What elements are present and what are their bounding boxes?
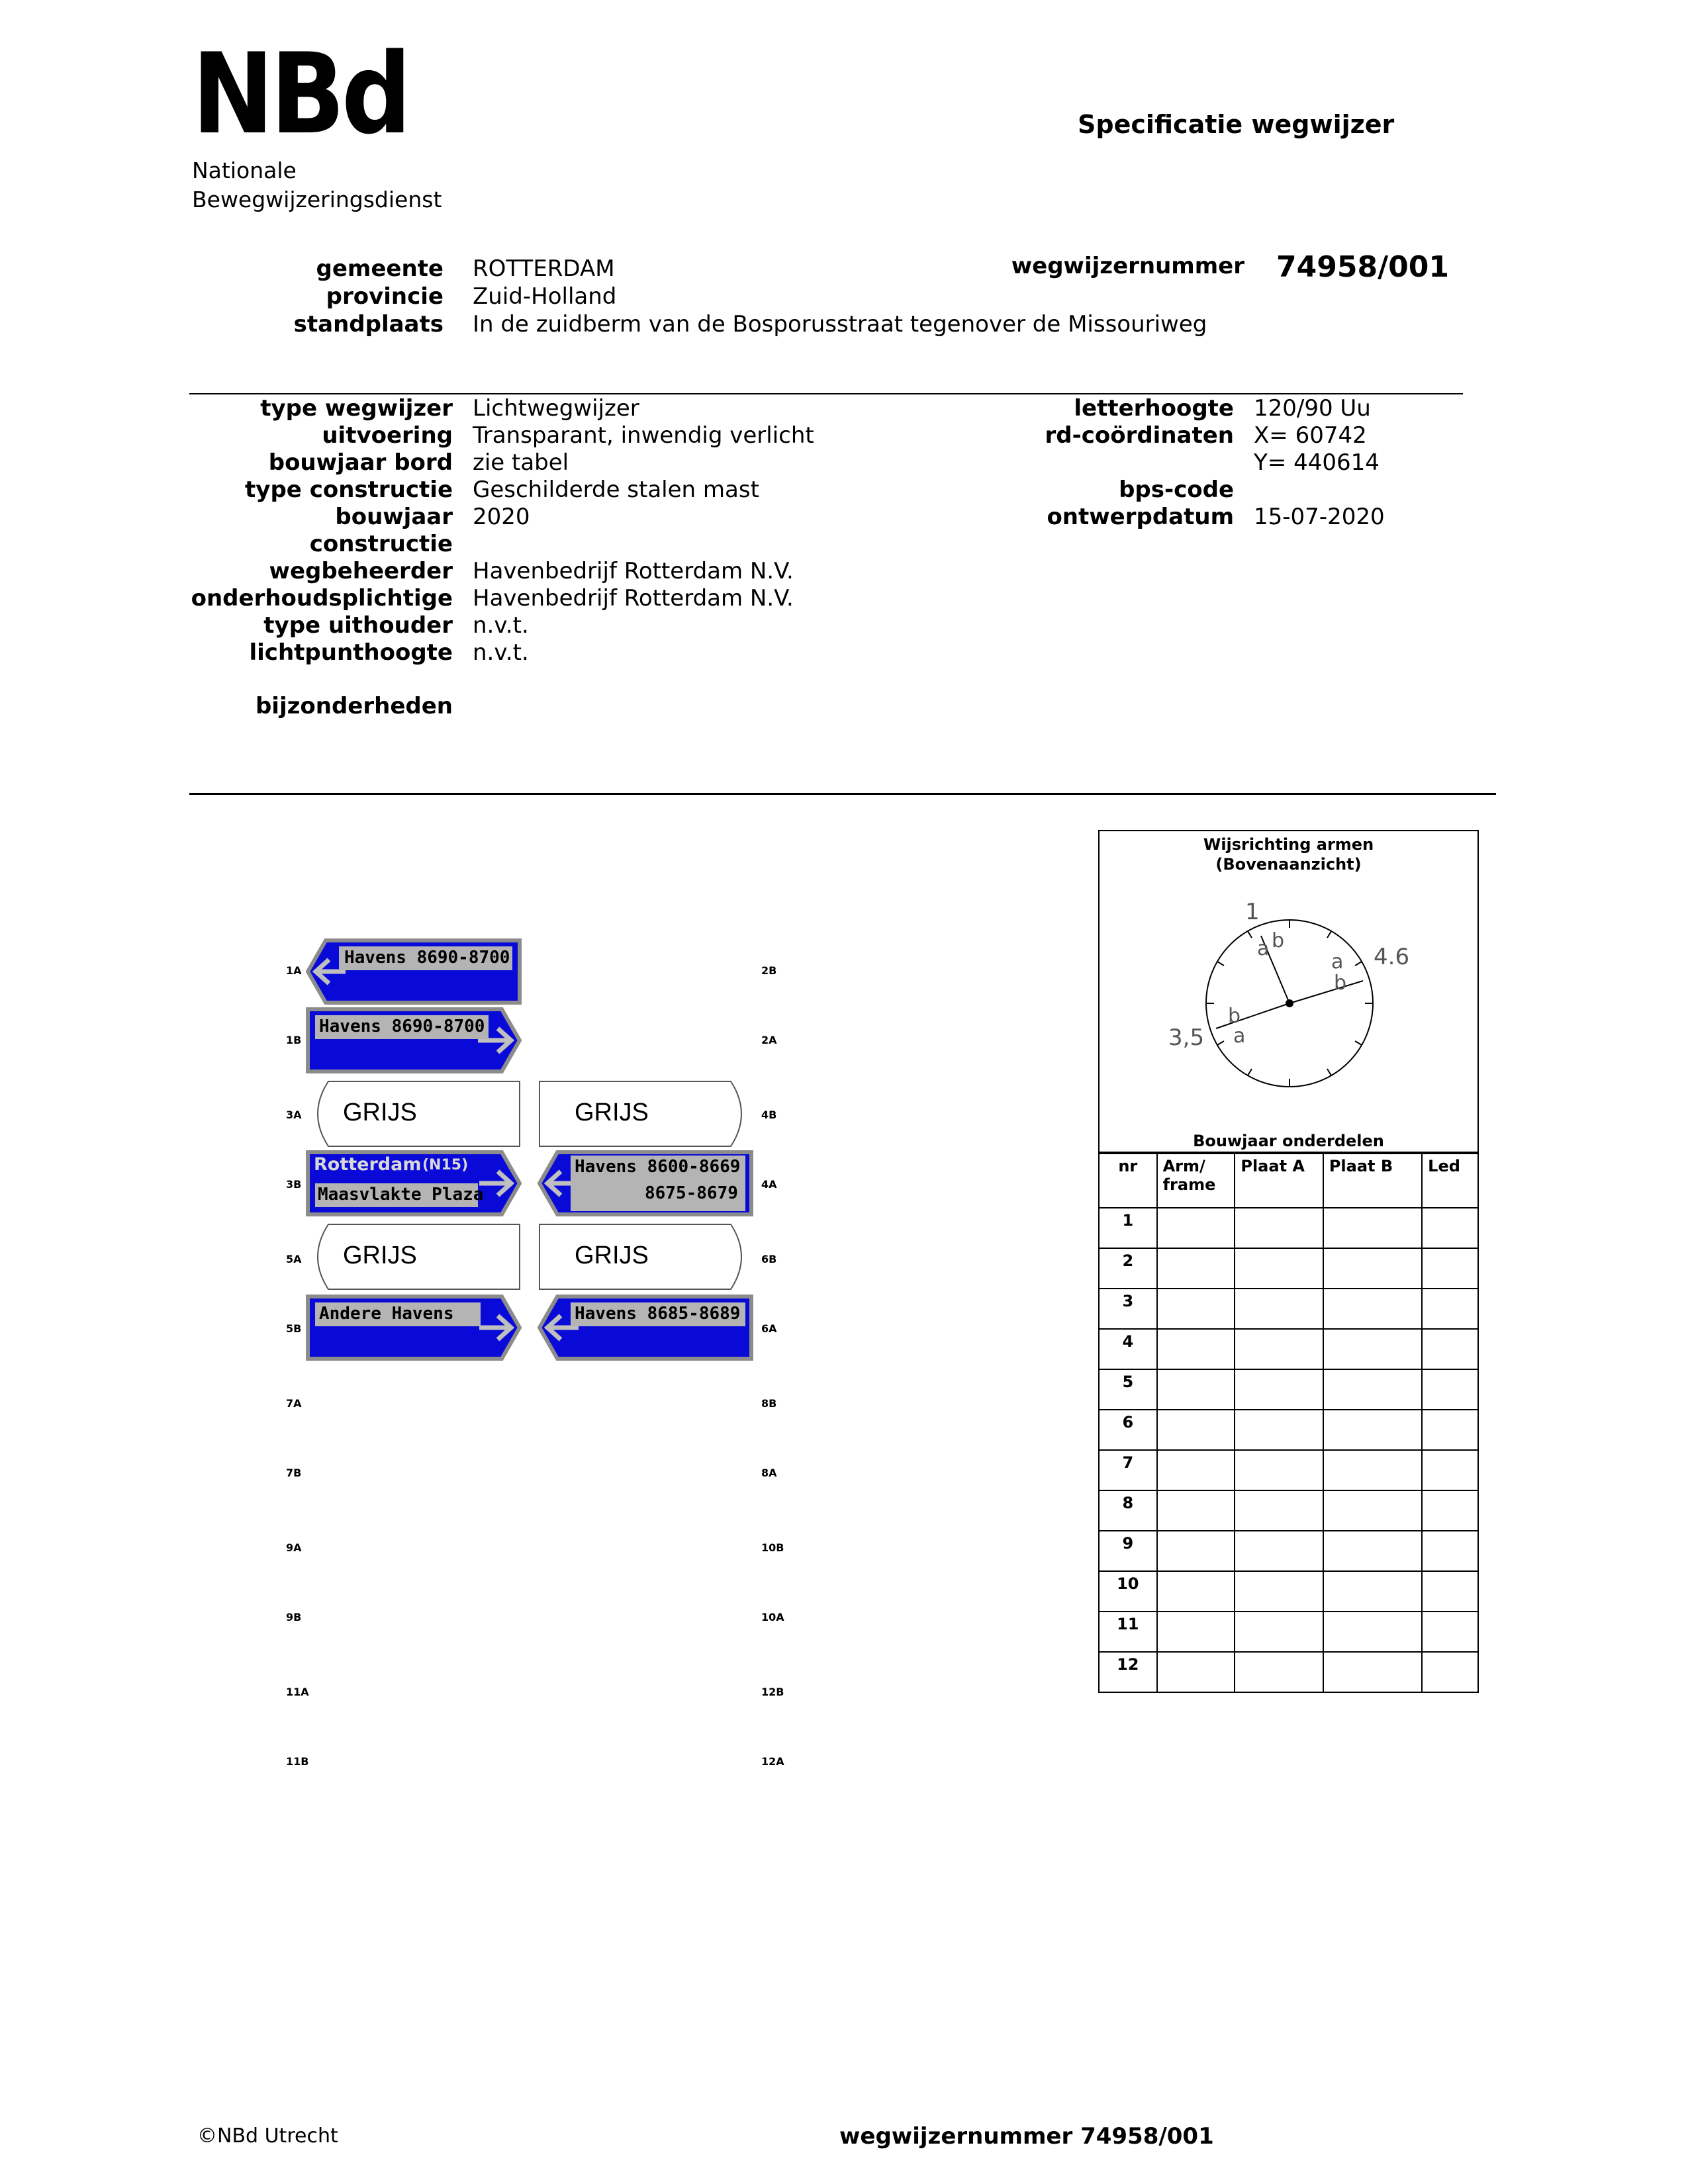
gemeente-value: ROTTERDAM <box>473 255 615 282</box>
cell <box>1235 1329 1323 1369</box>
bouwjaar-bord-label: bouwjaar bord <box>268 449 453 476</box>
footer-wegwijzernummer: wegwijzernummer 74958/001 <box>839 2123 1214 2150</box>
row-nr: 9 <box>1099 1531 1157 1571</box>
pos-label: 7A <box>286 1397 302 1410</box>
divider-top <box>189 393 1463 394</box>
logo-line-1: Nationale <box>192 158 297 183</box>
rd-coordinaten-label: rd-coördinaten <box>1045 422 1234 449</box>
type-uithouder-value: n.v.t. <box>473 612 529 639</box>
row-nr: 2 <box>1099 1248 1157 1289</box>
row-nr: 10 <box>1099 1571 1157 1612</box>
row-nr: 5 <box>1099 1369 1157 1410</box>
lichtpunthoogte-label: lichtpunthoogte <box>249 639 453 666</box>
type-uithouder-label: type uithouder <box>263 612 453 639</box>
table-row <box>1099 1612 1478 1652</box>
uitvoering-label: uitvoering <box>322 422 453 449</box>
table-header-row <box>1099 1154 1478 1208</box>
cell <box>1323 1329 1422 1369</box>
cell <box>1323 1652 1422 1692</box>
sign-4a-line2: 8675-8679 <box>645 1183 738 1203</box>
cell <box>1323 1410 1422 1450</box>
table-row <box>1099 1571 1478 1612</box>
cell <box>1323 1289 1422 1329</box>
cell <box>1235 1490 1323 1531</box>
row-nr: 1 <box>1099 1208 1157 1248</box>
type-wegwijzer-value: Lichtwegwijzer <box>473 395 639 422</box>
pos-label: 7B <box>286 1467 302 1479</box>
table-row <box>1099 1289 1478 1329</box>
table-row <box>1099 1248 1478 1289</box>
cell <box>1422 1531 1478 1571</box>
cell <box>1323 1208 1422 1248</box>
bouwjaar-constructie-label-2: constructie <box>309 531 453 557</box>
pos-label: 4A <box>761 1178 777 1191</box>
cell <box>1422 1490 1478 1531</box>
table-row <box>1099 1652 1478 1692</box>
pos-label: 10A <box>761 1611 784 1623</box>
wegwijzernummer-label: wegwijzernummer <box>1011 253 1244 279</box>
rd-x-value: X= 60742 <box>1254 422 1367 449</box>
sign-5b <box>306 1295 522 1361</box>
bouwjaar-table <box>1098 1153 1479 1693</box>
header-nr: nr <box>1099 1154 1157 1208</box>
sign-5a <box>306 1223 522 1291</box>
sign-1a <box>306 938 522 1005</box>
pos-label: 8B <box>761 1397 777 1410</box>
cell <box>1157 1450 1235 1490</box>
table-row <box>1099 1410 1478 1450</box>
cell <box>1422 1410 1478 1450</box>
pos-label: 1B <box>286 1034 302 1046</box>
sign-3a <box>306 1080 522 1148</box>
cell <box>1235 1410 1323 1450</box>
bouwjaar-constructie-label-1: bouwjaar <box>335 504 453 530</box>
ontwerpdatum-value: 15-07-2020 <box>1254 504 1385 530</box>
pos-label: 2B <box>761 964 777 977</box>
sign-4a-line1: Havens 8600-8669 <box>575 1157 741 1177</box>
table-row <box>1099 1450 1478 1490</box>
provincie-label: provincie <box>326 283 444 310</box>
wegbeheerder-value: Havenbedrijf Rotterdam N.V. <box>473 558 794 584</box>
sign-1b-text: Havens 8690-8700 <box>319 1017 485 1036</box>
type-wegwijzer-label: type wegwijzer <box>260 395 453 422</box>
cell <box>1422 1248 1478 1289</box>
divider-bottom <box>189 793 1496 795</box>
type-constructie-value: Geschilderde stalen mast <box>473 477 759 503</box>
sign-3b <box>306 1150 522 1216</box>
row-nr: 11 <box>1099 1612 1157 1652</box>
pos-label: 9A <box>286 1541 302 1554</box>
letterhoogte-value: 120/90 Uu <box>1254 395 1371 422</box>
table-row <box>1099 1369 1478 1410</box>
cell <box>1157 1289 1235 1329</box>
row-nr: 3 <box>1099 1289 1157 1329</box>
ontwerpdatum-label: ontwerpdatum <box>1047 504 1234 530</box>
cell <box>1235 1289 1323 1329</box>
pos-label: 11B <box>286 1755 309 1768</box>
sign-6a-text: Havens 8685-8689 <box>575 1304 741 1324</box>
pos-label: 10B <box>761 1541 784 1554</box>
pos-label: 4B <box>761 1109 777 1121</box>
cell <box>1323 1571 1422 1612</box>
cell <box>1422 1612 1478 1652</box>
cell <box>1323 1450 1422 1490</box>
pos-label: 12B <box>761 1686 784 1698</box>
gemeente-label: gemeente <box>316 255 444 282</box>
header-arm-frame: Arm/ frame <box>1157 1154 1235 1208</box>
sign-6a <box>538 1295 753 1361</box>
sign-1b <box>306 1007 522 1073</box>
arm-2-b: b <box>1334 972 1347 995</box>
cell <box>1235 1450 1323 1490</box>
nbd-logo: NBd <box>192 29 408 159</box>
wegbeheerder-label: wegbeheerder <box>269 558 453 584</box>
row-nr: 7 <box>1099 1450 1157 1490</box>
pos-label: 3B <box>286 1178 302 1191</box>
pos-label: 6A <box>761 1322 777 1335</box>
row-nr: 8 <box>1099 1490 1157 1531</box>
pos-label: 5B <box>286 1322 302 1335</box>
cell <box>1235 1208 1323 1248</box>
cell <box>1323 1369 1422 1410</box>
cell <box>1323 1531 1422 1571</box>
header-plaat-b: Plaat B <box>1323 1154 1422 1208</box>
arm-3-label: 3,5 <box>1168 1024 1205 1051</box>
arm-1-a: a <box>1257 937 1270 960</box>
cell <box>1157 1369 1235 1410</box>
arm-3-b: b <box>1228 1005 1241 1028</box>
table-row <box>1099 1490 1478 1531</box>
bouwjaar-title: Bouwjaar onderdelen <box>1193 1132 1384 1150</box>
type-constructie-label: type constructie <box>245 477 453 503</box>
wijsrichting-box <box>1098 830 1479 1153</box>
uitvoering-value: Transparant, inwendig verlicht <box>473 422 814 449</box>
cell <box>1235 1571 1323 1612</box>
sign-3b-route: (N15) <box>422 1157 469 1173</box>
cell <box>1422 1450 1478 1490</box>
cell <box>1323 1248 1422 1289</box>
cell <box>1422 1369 1478 1410</box>
cell <box>1235 1369 1323 1410</box>
cell <box>1422 1289 1478 1329</box>
sign-4b-text: GRIJS <box>575 1099 649 1126</box>
standplaats-label: standplaats <box>293 311 444 338</box>
cell <box>1157 1208 1235 1248</box>
row-nr: 12 <box>1099 1652 1157 1692</box>
table-row <box>1099 1208 1478 1248</box>
wijsrichting-subtitle: (Bovenaanzicht) <box>1215 855 1362 874</box>
cell <box>1157 1329 1235 1369</box>
table-row <box>1099 1531 1478 1571</box>
cell <box>1157 1571 1235 1612</box>
onderhoudsplichtige-label: onderhoudsplichtige <box>191 585 453 612</box>
compass-dial <box>1100 831 1480 1154</box>
document-title: Specificatie wegwijzer <box>1078 110 1395 139</box>
pos-label: 2A <box>761 1034 777 1046</box>
wijsrichting-title: Wijsrichting armen <box>1203 835 1374 854</box>
header-plaat-a: Plaat A <box>1235 1154 1323 1208</box>
provincie-value: Zuid-Holland <box>473 283 617 310</box>
cell <box>1422 1329 1478 1369</box>
sign-3b-line2: Maasvlakte Plaza <box>318 1185 484 1205</box>
row-nr: 6 <box>1099 1410 1157 1450</box>
cell <box>1323 1490 1422 1531</box>
arm-2-a: a <box>1331 950 1344 974</box>
sign-4a <box>538 1150 753 1216</box>
cell <box>1157 1248 1235 1289</box>
cell <box>1323 1612 1422 1652</box>
footer-copyright: ©NBd Utrecht <box>197 2124 338 2148</box>
cell <box>1157 1652 1235 1692</box>
row-nr: 4 <box>1099 1329 1157 1369</box>
cell <box>1157 1490 1235 1531</box>
pos-label: 1A <box>286 964 302 977</box>
cell <box>1235 1248 1323 1289</box>
letterhoogte-label: letterhoogte <box>1074 395 1234 422</box>
pos-label: 5A <box>286 1253 302 1265</box>
arm-2-label: 4.6 <box>1374 944 1410 970</box>
standplaats-value: In de zuidberm van de Bosporusstraat tegenover de Missouriweg <box>473 311 1207 338</box>
cell <box>1422 1652 1478 1692</box>
cell <box>1157 1410 1235 1450</box>
sign-3b-line1: Rotterdam <box>314 1154 422 1175</box>
pos-label: 11A <box>286 1686 309 1698</box>
logo-line-2: Bewegwijzeringsdienst <box>192 187 442 212</box>
wegwijzernummer-value: 74958/001 <box>1276 250 1449 284</box>
table-row <box>1099 1329 1478 1369</box>
cell <box>1157 1612 1235 1652</box>
sign-4b <box>538 1080 753 1148</box>
bouwjaar-bord-value: zie tabel <box>473 449 569 476</box>
header-led: Led <box>1422 1154 1478 1208</box>
sign-5a-text: GRIJS <box>343 1242 417 1269</box>
pos-label: 6B <box>761 1253 777 1265</box>
cell <box>1157 1531 1235 1571</box>
sign-6b-text: GRIJS <box>575 1242 649 1269</box>
sign-6b <box>538 1223 753 1291</box>
sign-3a-text: GRIJS <box>343 1099 417 1126</box>
arm-3-a: a <box>1233 1024 1246 1048</box>
sign-1a-text: Havens 8690-8700 <box>344 948 510 968</box>
arm-1-label: 1 <box>1245 899 1260 925</box>
pos-label: 9B <box>286 1611 302 1623</box>
cell <box>1235 1612 1323 1652</box>
bps-code-label: bps-code <box>1119 477 1234 503</box>
arm-1-b: b <box>1272 929 1285 952</box>
bijzonderheden-label: bijzonderheden <box>255 693 453 719</box>
pos-label: 8A <box>761 1467 777 1479</box>
lichtpunthoogte-value: n.v.t. <box>473 639 529 666</box>
pos-label: 3A <box>286 1109 302 1121</box>
onderhoudsplichtige-value: Havenbedrijf Rotterdam N.V. <box>473 585 794 612</box>
rd-y-value: Y= 440614 <box>1254 449 1380 476</box>
cell <box>1422 1208 1478 1248</box>
cell <box>1235 1531 1323 1571</box>
bouwjaar-constructie-value: 2020 <box>473 504 530 530</box>
cell <box>1235 1652 1323 1692</box>
pos-label: 12A <box>761 1755 784 1768</box>
cell <box>1422 1571 1478 1612</box>
sign-5b-text: Andere Havens <box>319 1304 454 1324</box>
